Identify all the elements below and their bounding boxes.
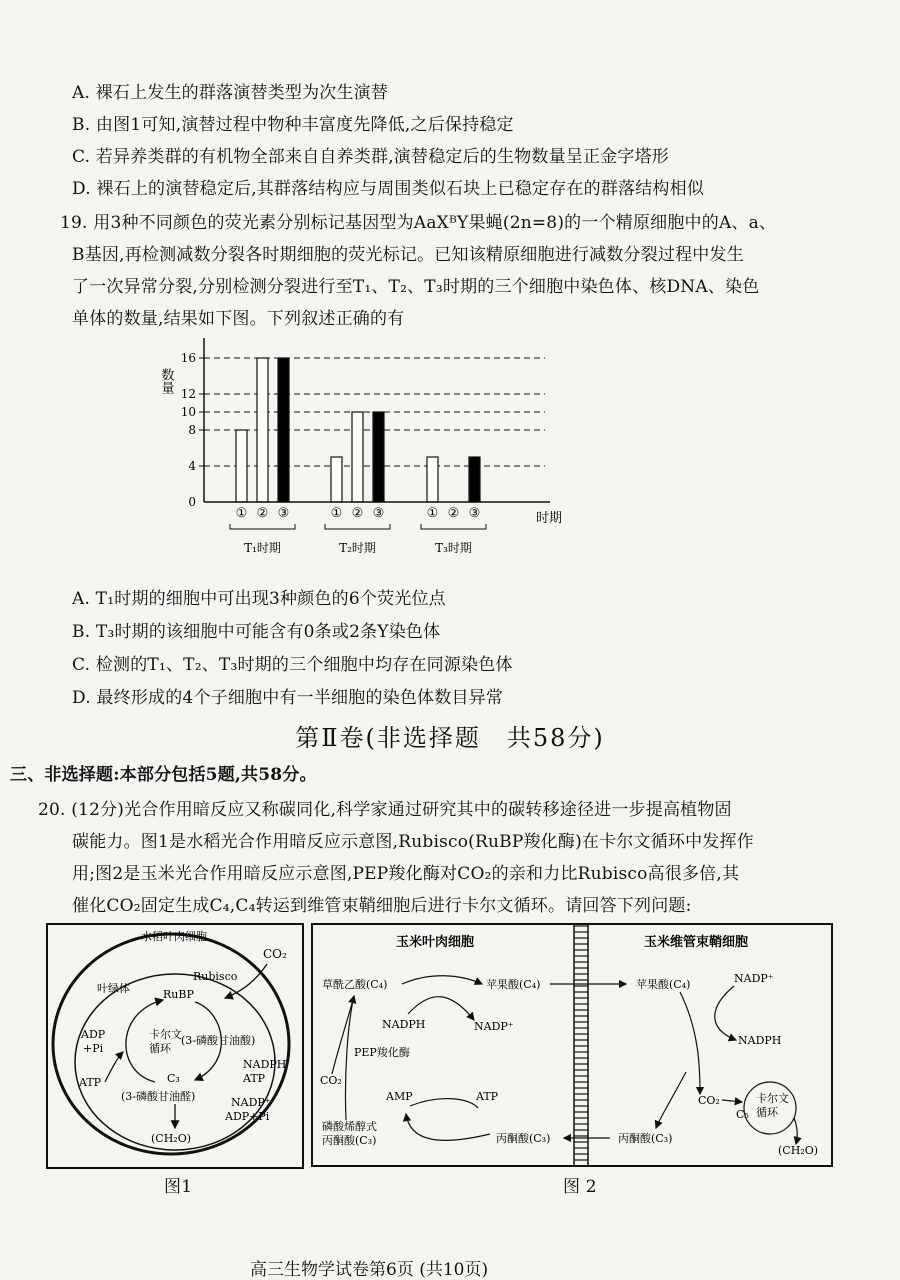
section-title: 第Ⅱ卷(非选择题 共58分) [295, 724, 605, 752]
bar [257, 358, 268, 502]
q19-stem-line2: B基因,再检测减数分裂各时期细胞的荧光标记。已知该精原细胞进行减数分裂过程中发生 [72, 245, 744, 265]
fig2-atp: ATP [476, 1090, 499, 1103]
fig1-atp-left: ATP [79, 1076, 102, 1089]
q20-stem-line4: 催化CO₂固定生成C₄,C₄转运到维管束鞘细胞后进行卡尔文循环。请回答下列问题: [72, 896, 692, 916]
group-bracket [325, 524, 390, 529]
bar-index-label: ③ [372, 506, 385, 521]
bar-index-label: ① [426, 506, 439, 521]
fig1-pga: (3-磷酸甘油酸) [181, 1034, 256, 1047]
fig1-atp-right: ATP [243, 1072, 266, 1085]
q19-option-b: B. T₃时期的该细胞中可能含有0条或2条Y染色体 [72, 622, 441, 642]
figure-1-caption: 图1 [164, 1177, 193, 1197]
fig1-rubisco: Rubisco [193, 970, 238, 983]
fig2-ch2o: (CH₂O) [778, 1144, 819, 1157]
q19-stem-line3: 了一次异常分裂,分别检测分裂进行至T₁、T₂、T₃时期的三个细胞中染色体、核DNA、染色 [72, 277, 760, 297]
bar [373, 412, 384, 502]
plasmodesmata-wall [574, 924, 588, 1166]
bar-index-label: ① [235, 506, 248, 521]
y-tick-label: 12 [180, 387, 196, 401]
fig1-co2: CO₂ [263, 947, 287, 961]
fig2-oaa: 草酰乙酸(C₄) [322, 978, 388, 991]
fig1-cycle: 循环 [149, 1042, 171, 1055]
q20-stem-line3: 用;图2是玉米光合作用暗反应示意图,PEP羧化酶对CO₂的亲和力比Rubisco高很多倍,其 [72, 864, 740, 884]
fig2-pep-line2: 丙酮酸(C₃) [322, 1134, 377, 1147]
q19-option-a: A. T₁时期的细胞中可出现3种颜色的6个荧光位点 [72, 589, 446, 609]
fig1-nadp: NADP⁺ [231, 1096, 271, 1109]
fig1-chloroplast-label: 叶绿体 [97, 982, 130, 995]
fig1-calvin: 卡尔文 [149, 1028, 182, 1041]
fig1-ch2o: (CH₂O) [151, 1132, 192, 1145]
group-bracket [421, 524, 486, 529]
fig2-arrow-to-pyruvate [656, 1072, 686, 1128]
fig1-pi: +Pi [83, 1042, 104, 1055]
q19-stem-line4: 单体的数量,结果如下图。下列叙述正确的有 [72, 309, 405, 329]
group-bracket [230, 524, 295, 529]
fig2-arrow-oaa-malate [402, 976, 482, 984]
y-tick-label: 4 [188, 459, 196, 473]
bar [352, 412, 363, 502]
bar-index-label: ③ [468, 506, 481, 521]
fig2-mesophyll-title: 玉米叶肉细胞 [396, 935, 475, 950]
q18-option-d: D. 裸石上的演替稳定后,其群落结构应与周围类似石块上已稳定存在的群落结构相似 [72, 179, 705, 199]
fig1-rubp: RuBP [163, 988, 194, 1001]
bar [427, 457, 438, 502]
category-label: T₂时期 [339, 541, 376, 555]
q19-stem-line1: 19. 用3种不同颜色的荧光素分别标记基因型为AaXᴮY果蝇(2n=8)的一个精原细胞中的A、a、 [60, 213, 777, 233]
q19-bar-chart [150, 338, 590, 568]
fig2-malate: 苹果酸(C₄) [486, 978, 541, 991]
fig2-pep-line1: 磷酸烯醇式 [322, 1120, 377, 1133]
q18-option-c: C. 若异养类群的有机物全部来自自养类群,演替稳定后的生物数量呈正金字塔形 [72, 147, 670, 167]
section-3-heading: 三、非选择题:本部分包括5题,共58分。 [10, 765, 317, 785]
fig2-cycle: 循环 [756, 1106, 778, 1119]
bar-index-label: ③ [277, 506, 290, 521]
fig2-bundle-title: 玉米维管束鞘细胞 [644, 935, 749, 950]
fig1-adp-pi: ADP+Pi [225, 1110, 270, 1123]
figure-1-rice-diagram [45, 922, 305, 1172]
fig2-arrow-nadp-nadph [715, 986, 736, 1040]
bar [236, 430, 247, 502]
fig1-arrow-c3-to-rubp [126, 1000, 163, 1082]
fig2-arrow-co2-fix [332, 996, 354, 1074]
fig2-pyruvate: 丙酮酸(C₃) [496, 1132, 551, 1145]
fig2-calvin: 卡尔文 [756, 1092, 789, 1105]
y-tick-label: 10 [180, 405, 196, 419]
fig2-c5: C₅ [736, 1108, 749, 1121]
fig2-nadp: NADP⁺ [474, 1020, 514, 1033]
fig2-nadph: NADPH [382, 1018, 426, 1031]
fig2-co2: CO₂ [320, 1074, 342, 1087]
fig2-co2-right: CO₂ [698, 1094, 720, 1107]
q18-option-a: A. 裸石上发生的群落演替类型为次生演替 [72, 83, 389, 103]
fig2-arrow-pyruvate-pep [406, 1114, 490, 1140]
y-axis-label: 数量 [158, 368, 174, 394]
fig2-arrow-atp-amp [410, 1099, 478, 1108]
bar-index-label: ② [256, 506, 269, 521]
fig1-title: 水稻叶肉细胞 [141, 930, 207, 943]
bar-index-label: ② [447, 506, 460, 521]
fig1-nadph: NADPH [243, 1058, 287, 1071]
fig2-arrow-to-ch2o [794, 1118, 797, 1144]
bar [331, 457, 342, 502]
figure-2-caption: 图 2 [563, 1177, 597, 1197]
q19-option-c: C. 检测的T₁、T₂、T₃时期的三个细胞中均存在同源染色体 [72, 655, 513, 675]
fig2-arrow-nadph [408, 997, 474, 1020]
fig2-pyruvate-right: 丙酮酸(C₃) [618, 1132, 673, 1145]
fig2-nadph-right: NADPH [738, 1034, 782, 1047]
figure-2-maize-diagram [310, 922, 835, 1170]
page-footer: 高三生物学试卷第6页 (共10页) [250, 1260, 489, 1280]
bar [469, 457, 480, 502]
fig1-adp: ADP [81, 1028, 106, 1041]
category-label: T₁时期 [244, 541, 281, 555]
fig2-pepc: PEP羧化酶 [354, 1046, 410, 1059]
fig1-arrow-atp [105, 1052, 123, 1082]
x-axis-label: 时期 [536, 511, 563, 526]
fig2-nadp-right: NADP⁺ [734, 972, 774, 985]
q18-option-b: B. 由图1可知,演替过程中物种丰富度先降低,之后保持稳定 [72, 115, 514, 135]
fig2-amp: AMP [386, 1090, 413, 1103]
q20-stem-line2: 碳能力。图1是水稻光合作用暗反应示意图,Rubisco(RuBP羧化酶)在卡尔文循环中发挥作 [72, 832, 754, 852]
fig1-pgal: (3-磷酸甘油醛) [121, 1090, 196, 1103]
bar-index-label: ① [330, 506, 343, 521]
q19-option-d: D. 最终形成的4个子细胞中有一半细胞的染色体数目异常 [72, 688, 504, 708]
y-tick-label: 8 [188, 423, 196, 437]
y-tick-label: 0 [188, 495, 196, 509]
bar [278, 358, 289, 502]
fig2-arrow-pep [345, 996, 354, 1120]
bar-index-label: ② [351, 506, 364, 521]
y-tick-label: 16 [180, 351, 196, 365]
fig1-c3: C₃ [167, 1072, 180, 1085]
category-label: T₃时期 [435, 541, 472, 555]
fig2-arrow-co2-cycle [722, 1100, 742, 1102]
fig2-malate-right: 苹果酸(C₄) [636, 978, 691, 991]
q20-stem-line1: 20. (12分)光合作用暗反应又称碳同化,科学家通过研究其中的碳转移途径进一步提高植物固 [38, 800, 732, 820]
